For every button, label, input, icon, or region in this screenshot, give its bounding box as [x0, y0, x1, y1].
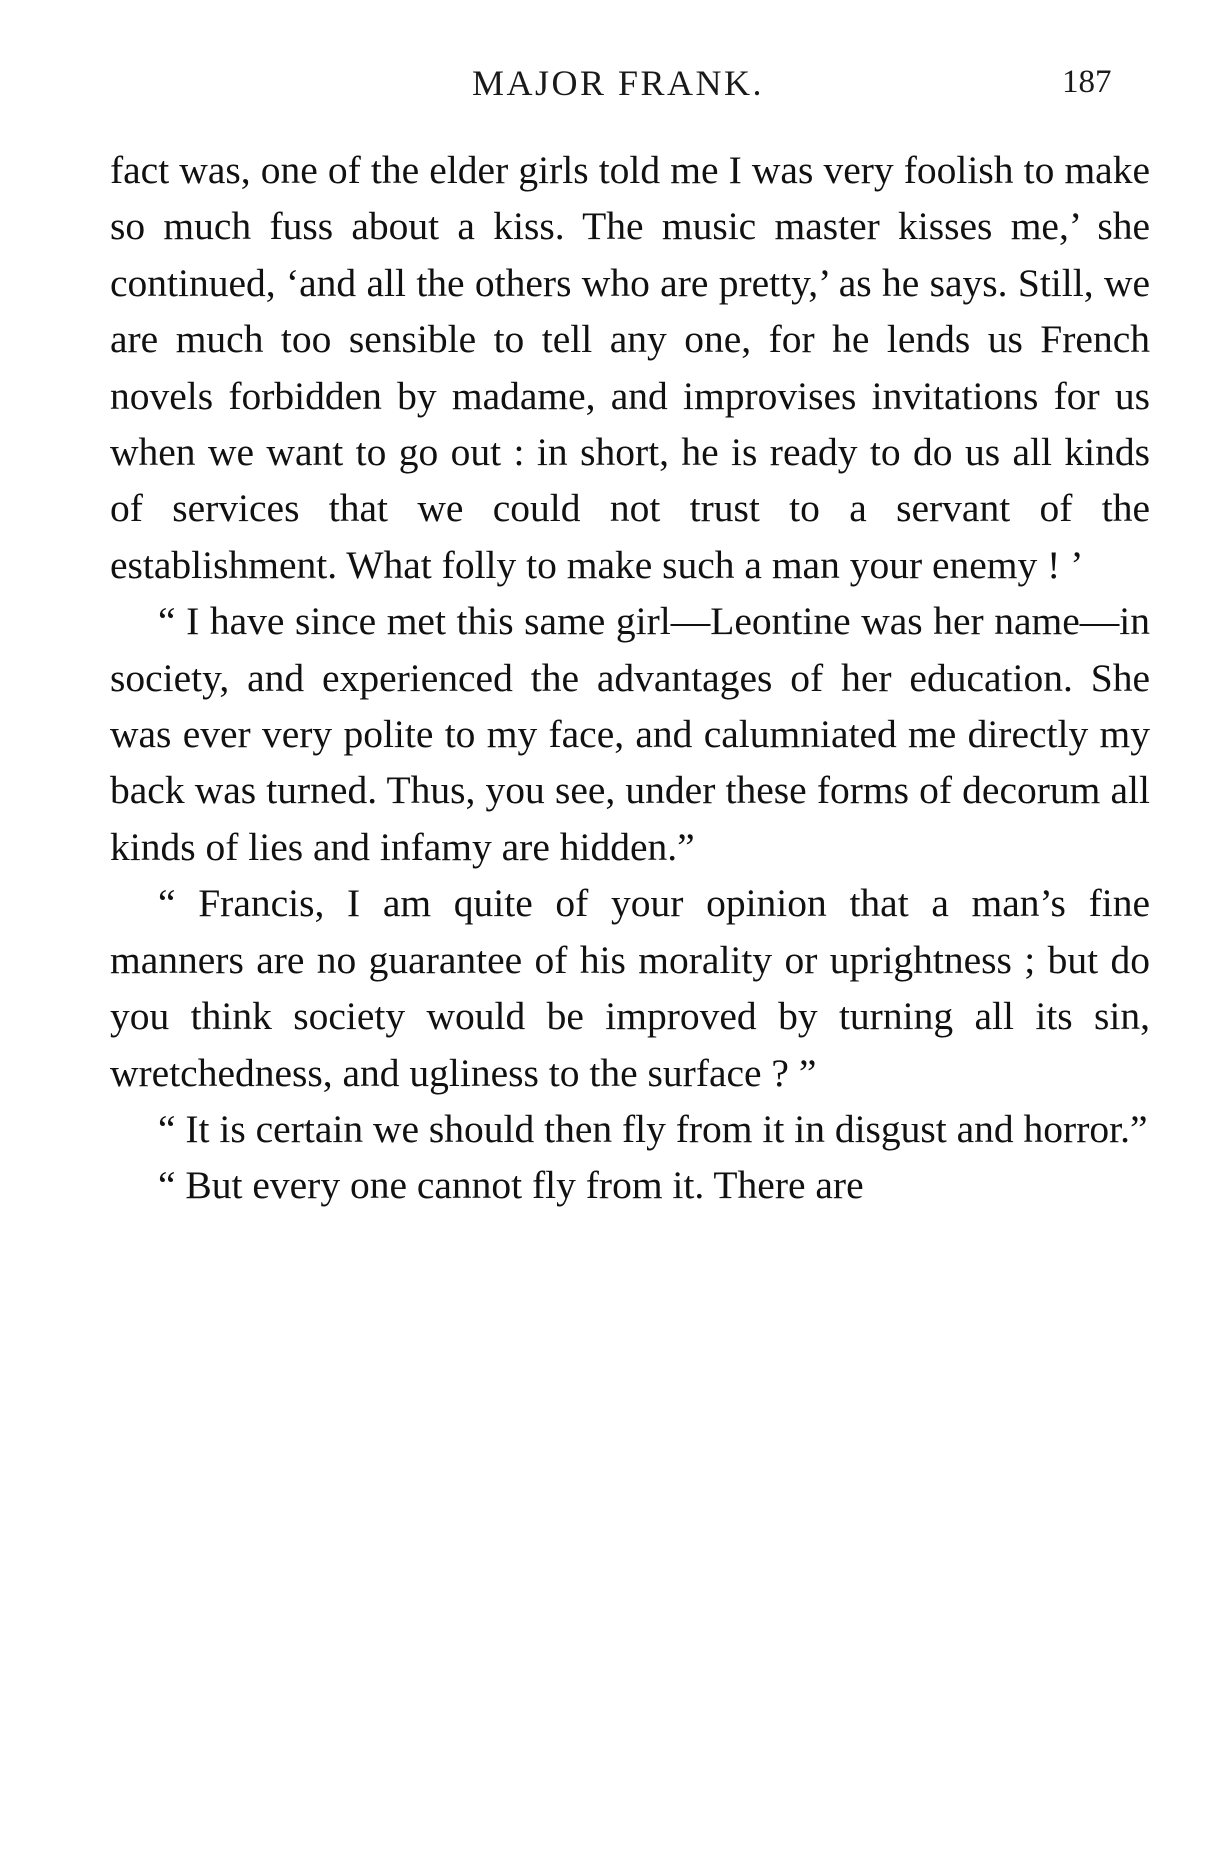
paragraph: “ It is certain we should then fly from it in disgust and horror.”: [158, 1106, 1148, 1151]
running-head: [0, 62, 1220, 112]
paragraph: “ But every one cannot fly from it. There are: [158, 1163, 864, 1208]
running-title: MAJOR FRANK.: [472, 63, 765, 103]
paragraph: fact was, one of the elder girls told me I was very foolish to make so much fuss about a kiss. The music master kisses me,’ she continued, ‘and all the others who are pretty,’ as he says. Still, we are much too sensible to tell any one, for he lends us French novels forbidden by madame, and improvises invitations for us when we want to go out : in short, he is ready to do us all kinds of services that we could not trust to a servant of the establishment. What folly to make such a man your enemy ! ’: [110, 148, 1150, 587]
page-number: 187: [1062, 64, 1112, 100]
body-text: [110, 142, 1150, 1214]
paragraph: “ Francis, I am quite of your opinion that a man’s fine manners are no guarantee of his morality or uprightness ; but do you think society would be improved by turning all its sin, wretchedness, and ugliness to the surface ? ”: [110, 881, 1150, 1095]
paragraph: “ I have since met this same girl—Leontine was her name—in society, and experienced the advantages of her education. She was ever very polite to my face, and calumniated me directly my back was turned. Thus, you see, under these forms of decorum all kinds of lies and infamy are hidden.”: [110, 599, 1150, 869]
